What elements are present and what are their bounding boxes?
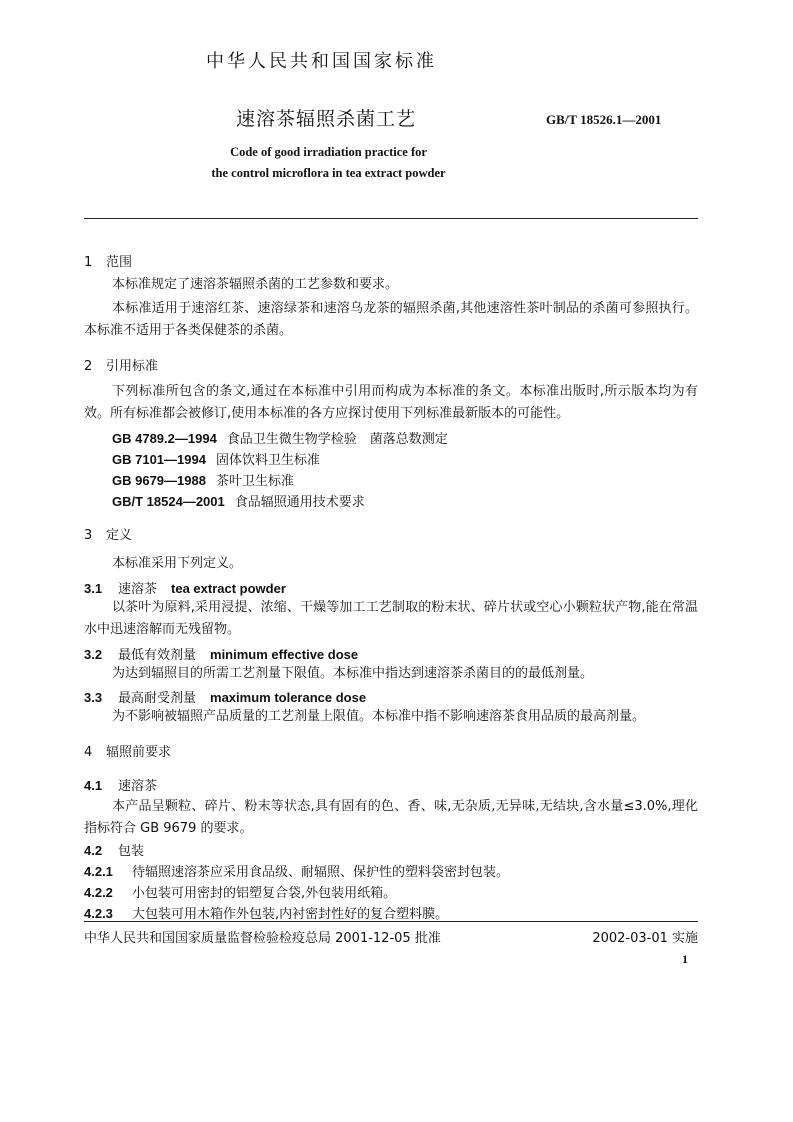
reference-item — [112, 491, 365, 510]
term-english: maximum tolerance dose — [210, 690, 367, 705]
subsection-title: 包装 — [118, 844, 145, 859]
issuing-body-header: 中华人民共和国国家标准 — [206, 51, 437, 72]
section-3-heading — [84, 524, 132, 543]
item-text: 小包装可用密封的铝塑复合袋,外包装用纸箱。 — [132, 886, 397, 901]
section-2-paragraph-1: 下列标准所包含的条文,通过在本标准中引用而构成为本标准的条文。本标准出版时,所示版本均为有效。所有标准都会被修订,使用本标准的各方应探讨使用下列标准最新版本的可能性。 — [84, 384, 698, 421]
item-text: 大包装可用木箱作外包装,内衬密封性好的复合塑料膜。 — [132, 907, 449, 922]
subsection-4-1-text: 本产品呈颗粒、碎片、粉末等状态,具有固有的色、香、味,无杂质,无异味,无结块,含水量≤3.0%,理化指标符合 GB 9679 的要求。 — [84, 799, 698, 836]
english-title-line-2: the control microflora in tea extract powder — [211, 166, 446, 180]
footer-divider — [84, 921, 698, 922]
term-heading — [84, 644, 358, 663]
term-number: 3.2 — [84, 647, 103, 662]
term-chinese: 速溶茶 — [118, 582, 158, 597]
section-1-paragraph-2: 本标准适用于速溶红茶、速溶绿茶和速溶乌龙茶的辐照杀菌,其他速溶性茶叶制品的杀菌可参照执行。本标准不适用于各类保健茶的杀菌。 — [84, 301, 698, 338]
standard-number: GB/T 18526.1—2001 — [546, 112, 662, 127]
subsection-number: 4.2 — [84, 843, 103, 858]
reference-title: 茶叶卫生标准 — [215, 474, 294, 489]
reference-title: 食品卫生微生物学检验 菌落总数测定 — [226, 432, 448, 447]
section-title: 定义 — [106, 528, 133, 543]
section-1-paragraph-1: 本标准规定了速溶茶辐照杀菌的工艺参数和要求。 — [112, 277, 399, 292]
section-1-heading — [84, 251, 132, 270]
section-title: 引用标准 — [106, 359, 159, 374]
page-number: 1 — [682, 952, 688, 966]
section-number: 4 — [84, 745, 93, 760]
section-2-heading — [84, 355, 158, 374]
term-definition: 以茶叶为原料,采用浸提、浓缩、干燥等加工工艺制取的粉末状、碎片状或空心小颗粒状产物,能在常温水中迅速溶解而无残留物。 — [84, 600, 698, 637]
english-title-line-1: Code of good irradiation practice for — [230, 145, 427, 159]
subsection-4-2-heading — [84, 840, 144, 859]
item-number: 4.2.2 — [84, 885, 113, 900]
item-text: 待辐照速溶茶应采用食品级、耐辐照、保护性的塑料袋密封包装。 — [132, 865, 510, 880]
section-number: 3 — [84, 528, 93, 543]
term-definition: 为不影响被辐照产品质量的工艺剂量上限值。本标准中指不影响速溶茶食用品质的最高剂量。 — [112, 709, 646, 724]
reference-title: 食品辐照通用技术要求 — [234, 495, 365, 510]
reference-code: GB 7101—1994 — [112, 452, 206, 467]
packaging-item — [84, 903, 448, 922]
section-3-paragraph-1: 本标准采用下列定义。 — [112, 556, 243, 571]
section-title: 辐照前要求 — [106, 745, 172, 760]
subsection-4-1-heading — [84, 775, 157, 794]
term-number: 3.1 — [84, 581, 103, 596]
section-title: 范围 — [106, 255, 133, 270]
reference-item — [112, 449, 320, 468]
term-chinese: 最高耐受剂量 — [118, 691, 197, 706]
item-number: 4.2.3 — [84, 906, 113, 921]
term-english: tea extract powder — [171, 581, 286, 596]
subsection-title: 速溶茶 — [118, 779, 158, 794]
section-4-heading — [84, 741, 171, 760]
reference-code: GB/T 18524—2001 — [112, 494, 225, 509]
packaging-item — [84, 882, 396, 901]
packaging-item — [84, 861, 509, 880]
term-chinese: 最低有效剂量 — [118, 648, 197, 663]
implementation-date: 2002-03-01 实施 — [592, 931, 698, 946]
subsection-number: 4.1 — [84, 778, 103, 793]
approval-line: 中华人民共和国国家质量监督检验检疫总局 2001-12-05 批准 — [84, 931, 441, 946]
term-number: 3.3 — [84, 690, 103, 705]
reference-code: GB 9679—1988 — [112, 473, 206, 488]
reference-item — [112, 428, 448, 447]
term-definition: 为达到辐照目的所需工艺剂量下限值。本标准中指达到速溶茶杀菌目的的最低剂量。 — [112, 666, 594, 681]
reference-item — [112, 470, 294, 489]
item-number: 4.2.1 — [84, 864, 113, 879]
reference-code: GB 4789.2—1994 — [112, 431, 217, 446]
term-heading — [84, 687, 366, 706]
document-title: 速溶茶辐照杀菌工艺 — [236, 108, 417, 130]
header-divider — [84, 218, 698, 219]
section-number: 2 — [84, 359, 93, 374]
reference-title: 固体饮料卫生标准 — [215, 453, 320, 468]
section-number: 1 — [84, 255, 93, 270]
term-heading — [84, 578, 286, 597]
term-english: minimum effective dose — [210, 647, 359, 662]
